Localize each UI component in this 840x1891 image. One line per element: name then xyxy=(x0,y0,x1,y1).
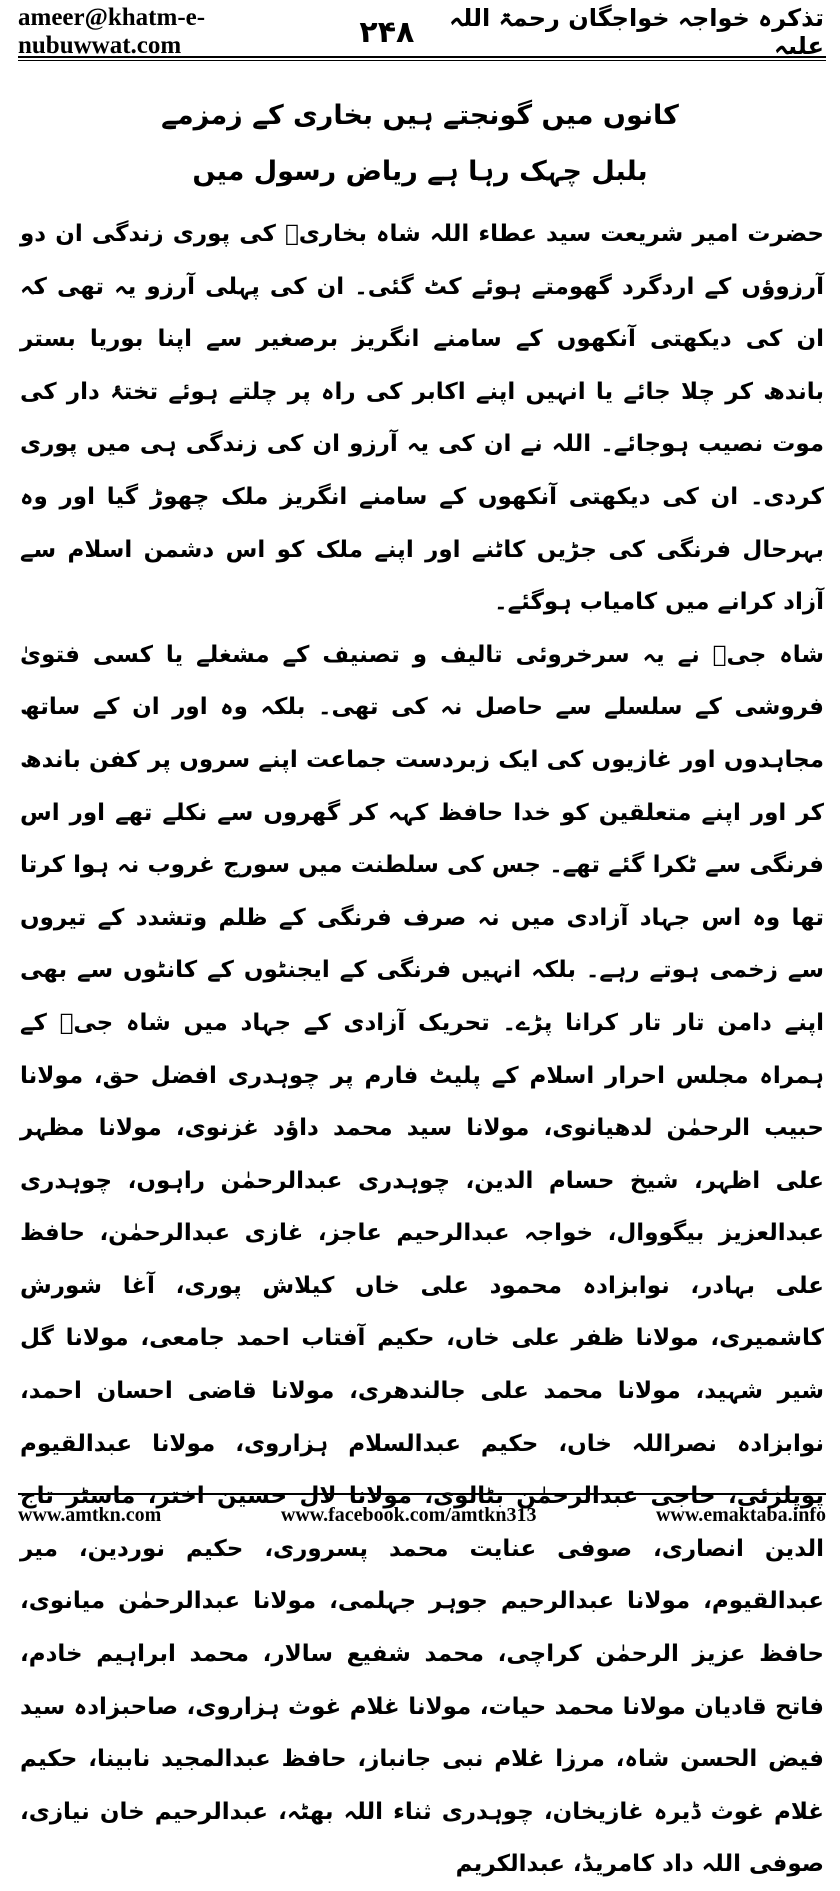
running-title: تذکرہ خواجہ خواجگان رحمۃ اللہ علیہ xyxy=(449,4,824,60)
paragraph-2: شاہ جیؒ نے یہ سرخروئی تالیف و تصنیف کے مشغلے یا کسی فتویٰ فروشی کے سلسلے سے حاصل نہ کی تھی۔ بلکہ وہ اور ان کے ساتھ مجاہدوں اور غازیوں کی ایک زبردست جماعت اپنے سروں پر کفن باندھ کر اور اپنے متعلقین کو خدا حافظ کہہ کر گھروں سے نکلے تھے اور اس فرنگی سے ٹکرا گئے تھے۔ جس کی سلطنت میں سورج غروب نہ ہوا کرتا تھا وہ اس جہاد آزادی میں نہ صرف فرنگی کے ظلم وتشدد کے تیروں سے زخمی ہوتے رہے۔ بلکہ انہیں فرنگی کے ایجنٹوں کے کانٹوں سے بھی اپنے دامن تار تار کرانا پڑے۔ تحریک آزادی کے جہاد میں شاہ جیؒ کے ہمراہ مجلس احرار اسلام کے پلیٹ فارم پر چوہدری افضل حق، مولانا حبیب الرحمٰن لدھیانوی، مولانا سید محمد داؤد غزنوی، مولانا مظہر علی اظہر، شیخ حسام الدین، چوہدری عبدالرحمٰن راہوں، چوہدری عبدالعزیز بیگووال، خواجہ عبدالرحیم عاجز، غازی عبدالرحمٰن، حافظ علی بہادر، نوابزادہ محمود علی خاں کیلاش پوری، آغا شورش کاشمیری، مولانا ظفر علی خاں، حکیم آفتاب احمد جامعی، مولانا گل شیر شہید، مولانا محمد علی جالندھری، مولانا قاضی احسان احمد، نوابزادہ نصراللہ خاں، حکیم عبدالسلام ہزاروی، مولانا عبدالقیوم پوپلزئی، حاجی عبدالرحمٰن بٹالوی، مولانا لال حسین اختر، ماسٹر تاج الدین انصاری، صوفی عنایت محمد پسروری، حکیم نوردین، میر عبدالقیوم، مولانا عبدالرحیم جوہر جہلمی، مولانا عبدالرحمٰن میانوی، حافظ عزیز الرحمٰن کراچی، محمد شفیع سالار، محمد ابراہیم خادم، فاتح قادیان مولانا محمد حیات، مولانا غلام غوث ہزاروی، صاحبزادہ سید فیض الحسن شاہ، مرزا غلام نبی جانباز، حافظ عبدالمجید نابینا، حکیم غلام غوث ڈیرہ غازیخان، چوہدری ثناء اللہ بھٹہ، عبدالرحیم خان نیازی، صوفی اللہ داد کامریڈ، عبدالکریم xyxy=(20,641,824,1878)
header-email[interactable]: ameer@khatm-e-nubuwwat.com xyxy=(18,4,206,59)
article-body xyxy=(20,208,824,1891)
header-left xyxy=(18,4,414,60)
footer-link-emaktaba[interactable]: www.emaktaba.info xyxy=(655,1503,826,1526)
header-rule xyxy=(18,56,826,58)
poem-line-1: کانوں میں گونجتے ہیں بخاری کے زمزمے xyxy=(161,100,679,131)
page-number: ۲۴۸ xyxy=(359,14,415,50)
page-header xyxy=(18,4,824,60)
footer-link-amtkn[interactable]: www.amtkn.com xyxy=(18,1503,162,1526)
poem-line-2: بلبل چہک رہا ہے ریاض رسول میں xyxy=(192,156,648,187)
footer-link-facebook[interactable]: www.facebook.com/amtkn313 xyxy=(280,1503,537,1526)
header-rule-thin xyxy=(18,60,826,61)
page-footer xyxy=(18,1500,826,1530)
paragraph-1: حضرت امیر شریعت سید عطاء اللہ شاہ بخاریؒ کی پوری زندگی ان دو آرزوؤں کے اردگرد گھومتے ہوئے کٹ گئی۔ ان کی پہلی آرزو یہ تھی کہ ان کی دیکھتی آنکھوں کے سامنے انگریز برصغیر سے اپنا بوریا بستر باندھ کر چلا جائے یا انہیں اپنے اکابر کی راہ پر چلتے ہوئے تختۂ دار کی موت نصیب ہوجائے۔ اللہ نے ان کی یہ آرزو ان کی زندگی ہی میں پوری کردی۔ ان کی دیکھتی آنکھوں کے سامنے انگریز ملک چھوڑ گیا اور وہ بہرحال فرنگی کی جڑیں کاٹنے اور اپنے ملک کو اس دشمن اسلام سے آزاد کرانے میں کامیاب ہوگئے۔ xyxy=(20,221,824,616)
poem-couplet xyxy=(40,88,800,200)
footer-rule xyxy=(18,1493,826,1495)
